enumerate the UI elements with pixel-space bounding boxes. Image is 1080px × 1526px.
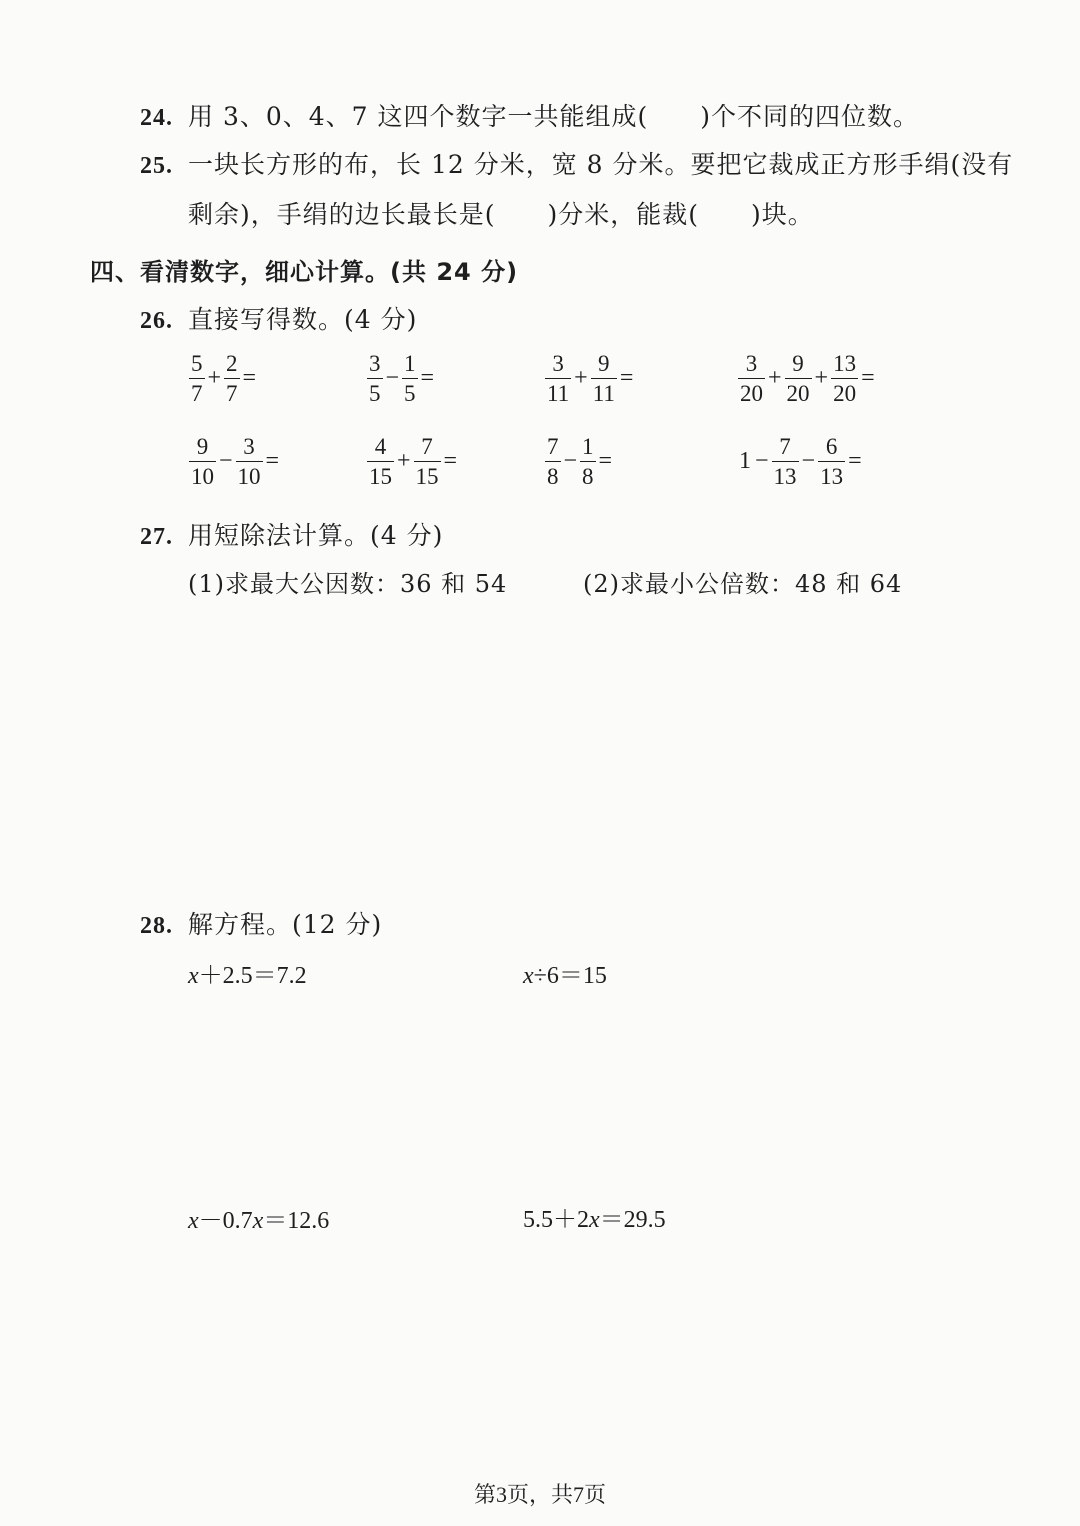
question-25 <box>140 145 1013 181</box>
fraction: $\frac{1}{5}$ <box>404 351 416 406</box>
question-text: 解方程。(12 分) <box>188 910 383 939</box>
q27-part-1: (1)求最大公因数：36 和 54 <box>188 570 508 598</box>
mental-math-item-5: $\frac{9}{10}$ − $\frac{3}{10}$ = <box>191 434 280 489</box>
question-28 <box>140 905 382 941</box>
fraction: $\frac{3}{10}$ <box>237 434 261 489</box>
equation-2: x÷6＝15 <box>523 963 607 989</box>
fraction: $\frac{9}{20}$ <box>786 351 810 406</box>
fraction: $\frac{3}{20}$ <box>740 351 763 406</box>
fraction: $\frac{3}{11}$ <box>547 351 570 406</box>
equation-1: x＋2.5＝7.2 <box>188 963 307 989</box>
mental-math-item-6: $\frac{4}{15}$ + $\frac{7}{15}$ = <box>369 434 458 489</box>
question-text: 用短除法计算。(4 分) <box>188 521 444 550</box>
question-number: 24. <box>140 105 173 131</box>
question-text: 用 3、0、4、7 这四个数字一共能组成( )个不同的四位数。 <box>188 102 920 131</box>
fraction: $\frac{1}{8}$ <box>582 434 594 489</box>
question-26 <box>140 300 417 336</box>
section-title: 四、看清数字，细心计算。(共 24 分) <box>90 258 519 286</box>
fraction: $\frac{13}{20}$ <box>833 351 857 406</box>
fraction: $\frac{9}{10}$ <box>191 434 214 489</box>
question-number: 26. <box>140 308 173 334</box>
fraction: $\frac{7}{8}$ <box>547 434 559 489</box>
fraction: $\frac{5}{7}$ <box>191 351 203 406</box>
question-27 <box>140 516 443 552</box>
question-number: 25. <box>140 153 173 179</box>
fraction: $\frac{6}{13}$ <box>820 434 844 489</box>
equation-3: x－0.7x＝12.6 <box>188 1208 330 1234</box>
question-text-line1: 一块长方形的布，长 12 分米，宽 8 分米。要把它裁成正方形手绢(没有 <box>188 150 1014 179</box>
equation-4: 5.5＋2x＝29.5 <box>523 1207 666 1233</box>
mental-math-item-1: $\frac{5}{7}$ + $\frac{2}{7}$ = <box>191 351 257 406</box>
mental-math-item-8: 1 − $\frac{7}{13}$ − $\frac{6}{13}$ = <box>739 434 862 489</box>
fraction: $\frac{7}{15}$ <box>415 434 439 489</box>
page-number: 第3页，共7页 <box>473 1482 606 1507</box>
fraction: $\frac{7}{13}$ <box>773 434 797 489</box>
fraction: $\frac{2}{7}$ <box>226 351 238 406</box>
question-number: 27. <box>140 524 173 550</box>
mental-math-item-3: $\frac{3}{11}$ + $\frac{9}{11}$ = <box>547 351 634 406</box>
q27-part-2: (2)求最小公倍数：48 和 64 <box>583 570 903 598</box>
mental-math-item-2: $\frac{3}{5}$ − $\frac{1}{5}$ = <box>369 351 435 406</box>
fraction: $\frac{9}{11}$ <box>592 351 615 406</box>
question-25-line2: 剩余)，手绢的边长最长是( )分米，能裁( )块。 <box>188 200 814 229</box>
fraction: $\frac{4}{15}$ <box>369 434 392 489</box>
mental-math-item-4: $\frac{3}{20}$ + $\frac{9}{20}$ + $\frac{13}{20}$ = <box>740 351 875 406</box>
question-number: 28. <box>140 913 173 939</box>
question-text: 直接写得数。(4 分) <box>188 305 418 334</box>
mental-math-item-7: $\frac{7}{8}$ − $\frac{1}{8}$ = <box>547 434 613 489</box>
question-24 <box>140 97 919 133</box>
fraction: $\frac{3}{5}$ <box>369 351 381 406</box>
